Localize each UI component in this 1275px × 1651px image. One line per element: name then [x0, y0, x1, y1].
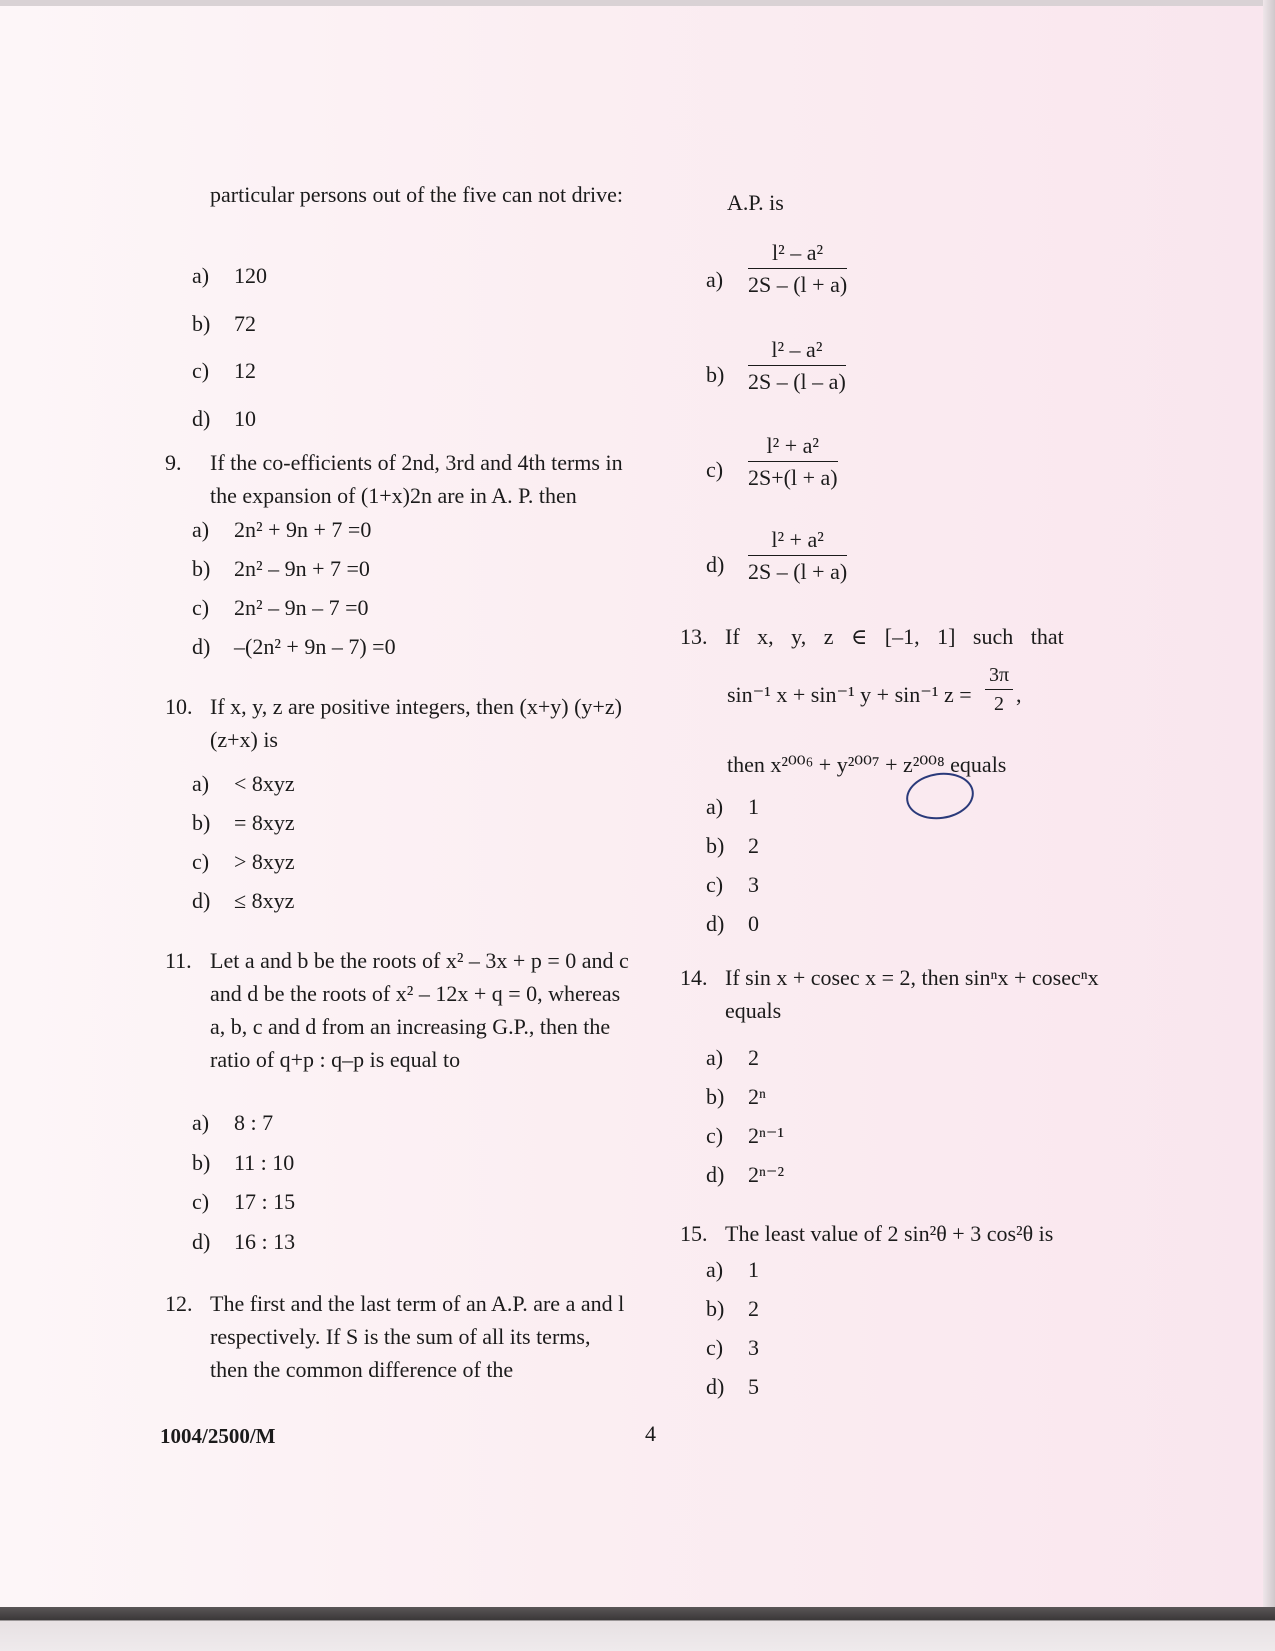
question-text: If x, y, z ∈ [–1, 1] such that — [725, 624, 1064, 649]
document-code: 1004/2500/M — [160, 1424, 276, 1448]
question-13-fraction: $\frac{3\pi}{2}$ — [985, 664, 1013, 716]
question-13-comma: , — [1016, 682, 1022, 707]
option-12d-fraction: $\frac{\text{l² + a²}}{2S - (l + a)}$ — [748, 527, 848, 584]
scanned-page: particular persons out of the five can not drive: a) 120 b) 72 c) 12 d) 10 9. If the co-efficients of 2nd, 3rd and 4th terms in the expansion of (1+x)2n are in A. P. then a) 2n² + 9n + 7 =0 b) 2n² – 9n + 7 =0 c) 2n² – 9n – 7 =0 d) –(2n² + 9n – 7) =0 10. If x, y, z are positive integers, then (x+y) (y+z) (z+x) is a) < 8xyz b) = 8xyz c) > 8xyz d) ≤ 8xyz 11. Let a and b be the roots of x² – 3x + p = 0 and c and d be the roots of x² – 12x + q = 0, whereas a, b, c and d from an increasing G.P., then the ratio of q+p : q–p is equal to a) 8 : 7 b) 11 : 10 c) 17 : 15 d) 16 : 13 12. The first and the last term of an A.P. are a and l respectively. If S is the sum of all its terms, then the common difference of the A.P. is a) $\frac{\text{l² – a²}}{2S - (l + a)}$ b) $\frac{\text{l² – a²}}{2S - (l - a)}$ c) $\frac{\text{l² + a²}}{2S+(l + a)}$ d) $\frac{\text{l² + a²}}{2S - (l + a)}$ 13. If x, y, z ∈ [–1, 1] such that sin⁻¹ x + sin⁻¹ y + sin⁻¹ z = $\frac{3\pi}{2}$ , then x²⁰⁰⁶ + y²⁰⁰⁷ + z²⁰⁰⁸ equals a) 1 b) 2 c) 3 d) 0 14. If sin x + cosec x = 2, then sinⁿx + cosecⁿx equals a) 2 b) 2ⁿ c) 2ⁿ⁻¹ d) 2ⁿ⁻² 15. The least value of 2 sin²θ + 3 cos²θ is a) 1 b) 2 c) 3 d) 5 1004/2500/M 4 — [0, 0, 1275, 1651]
scan-edge-bottom — [0, 1607, 1275, 1651]
question-number: 13. — [680, 624, 708, 649]
question-text: If the co-efficients of 2nd, 3rd and 4th terms in the expansion of (1+x)2n are in A. P. then — [210, 450, 623, 508]
question-13-equation: sin⁻¹ x + sin⁻¹ y + sin⁻¹ z = — [727, 682, 972, 707]
question-number: 14. — [680, 965, 708, 990]
option-12a-fraction: $\frac{\text{l² – a²}}{2S - (l + a)}$ — [748, 240, 848, 297]
option-12c-fraction: $\frac{\text{l² + a²}}{2S+(l + a)}$ — [748, 433, 838, 490]
question-number: 12. — [165, 1291, 193, 1316]
question-number: 11. — [165, 948, 192, 973]
question-text: Let a and b be the roots of x² – 3x + p = 0 and c and d be the roots of x² – 12x + q = 0, whereas a, b, c and d from an increasing G.P., then the ratio of q+p : q–p is equal to — [210, 948, 629, 1072]
question-text: If sin x + cosec x = 2, then sinⁿx + cosecⁿx equals — [725, 965, 1099, 1023]
question-text: If x, y, z are positive integers, then (x+y) (y+z) (z+x) is — [210, 694, 622, 752]
question-text: The least value of 2 sin²θ + 3 cos²θ is — [725, 1221, 1054, 1246]
question-number: 15. — [680, 1221, 708, 1246]
scan-edge-top — [0, 0, 1275, 6]
option-12b-fraction: $\frac{\text{l² – a²}}{2S - (l - a)}$ — [748, 337, 846, 394]
question-text: The first and the last term of an A.P. are a and l respectively. If S is the sum of all its terms, then the common difference of the — [210, 1291, 625, 1382]
page-number: 4 — [645, 1421, 656, 1446]
scan-edge-right — [1263, 0, 1275, 1651]
question-number: 9. — [165, 450, 182, 475]
question-13-then: then x²⁰⁰⁶ + y²⁰⁰⁷ + z²⁰⁰⁸ equals — [727, 752, 1007, 777]
question-text: particular persons out of the five can not drive: — [210, 182, 623, 207]
question-number: 10. — [165, 694, 193, 719]
